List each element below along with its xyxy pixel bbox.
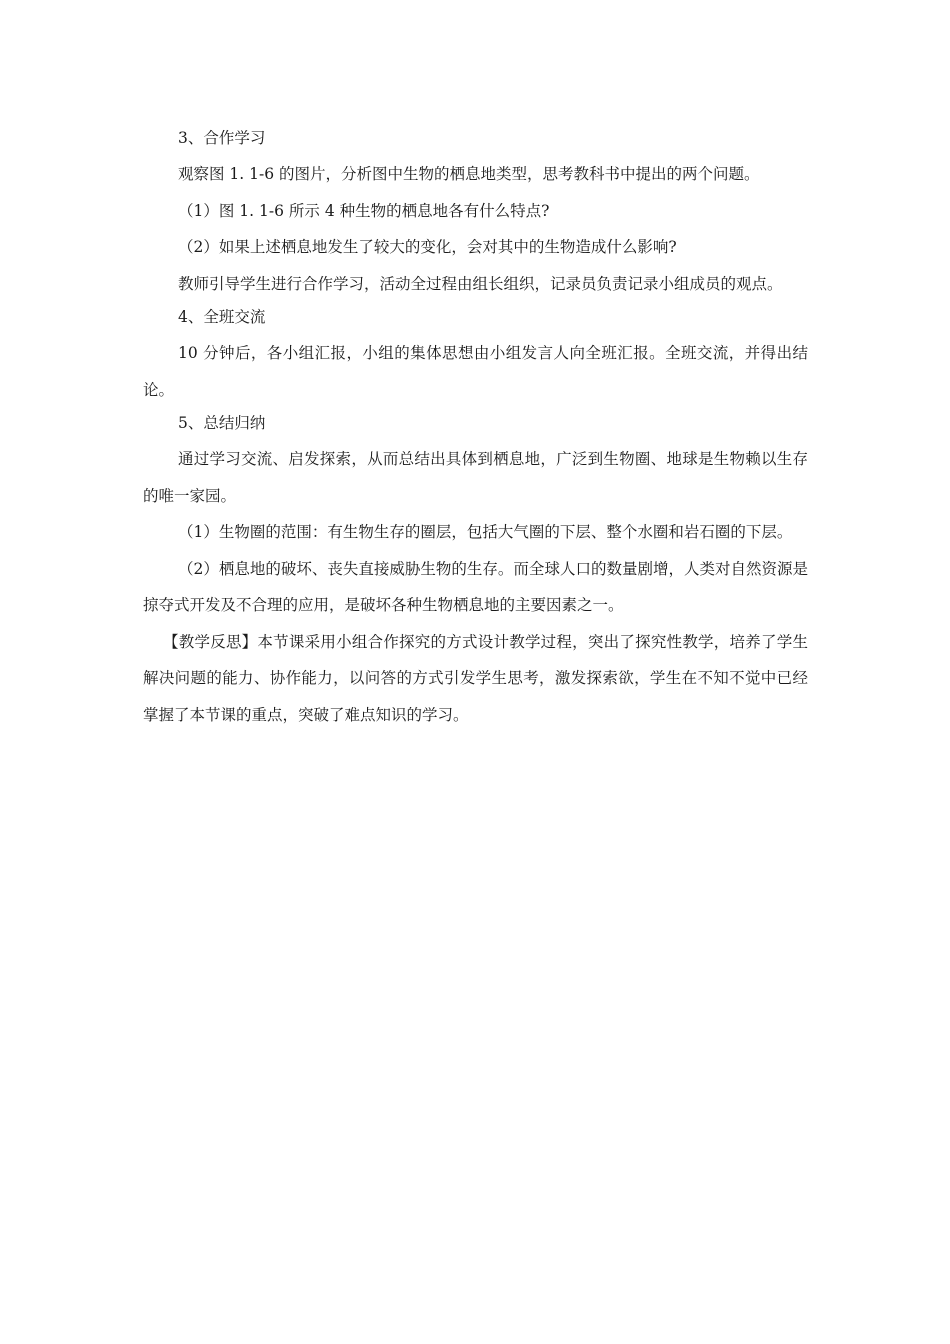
paragraph-observe-figure: 观察图 1. 1-6 的图片，分析图中生物的栖息地类型，思考教科书中提出的两个问题。: [178, 165, 760, 183]
paragraph-group-report: 10 分钟后，各小组汇报，小组的集体思想由小组发言人向全班汇报。全班交流，并得出结论。: [143, 344, 808, 399]
section-heading-summary: 5、总结归纳: [178, 414, 266, 432]
document-body: [143, 123, 808, 733]
section-heading-cooperative-learning: 3、合作学习: [178, 129, 266, 147]
reflection-text: 本节课采用小组合作探究的方式设计教学过程，突出了探究性教学，培养了学生解决问题的能力、协作能力，以问答的方式引发学生思考，激发探索欲，学生在不知不觉中已经掌握了本节课的重点，突破了难点知识的学习。: [143, 632, 808, 724]
teaching-reflection: [143, 624, 808, 734]
question-1: （1）图 1. 1-6 所示 4 种生物的栖息地各有什么特点?: [178, 201, 550, 220]
paragraph-teacher-guide: 教师引导学生进行合作学习，活动全过程由组长组织，记录员负责记录小组成员的观点。: [178, 274, 783, 293]
reflection-tag: 【教学反思】: [163, 632, 258, 651]
section-heading-class-exchange: 4、全班交流: [178, 308, 266, 326]
paragraph-habitat-destruction: （2）栖息地的破坏、丧失直接威胁生物的生存。而全球人口的数量剧增，人类对自然资源是掠夺式开发及不合理的应用，是破坏各种生物栖息地的主要因素之一。: [143, 559, 808, 614]
question-2: （2）如果上述栖息地发生了较大的变化，会对其中的生物造成什么影响?: [178, 238, 677, 256]
paragraph-biosphere-range: （1）生物圈的范围：有生物生存的圈层，包括大气圈的下层、整个水圈和岩石圈的下层。: [178, 523, 793, 541]
paragraph-summary: 通过学习交流、启发探索，从而总结出具体到栖息地，广泛到生物圈、地球是生物赖以生存的唯一家园。: [143, 450, 808, 505]
